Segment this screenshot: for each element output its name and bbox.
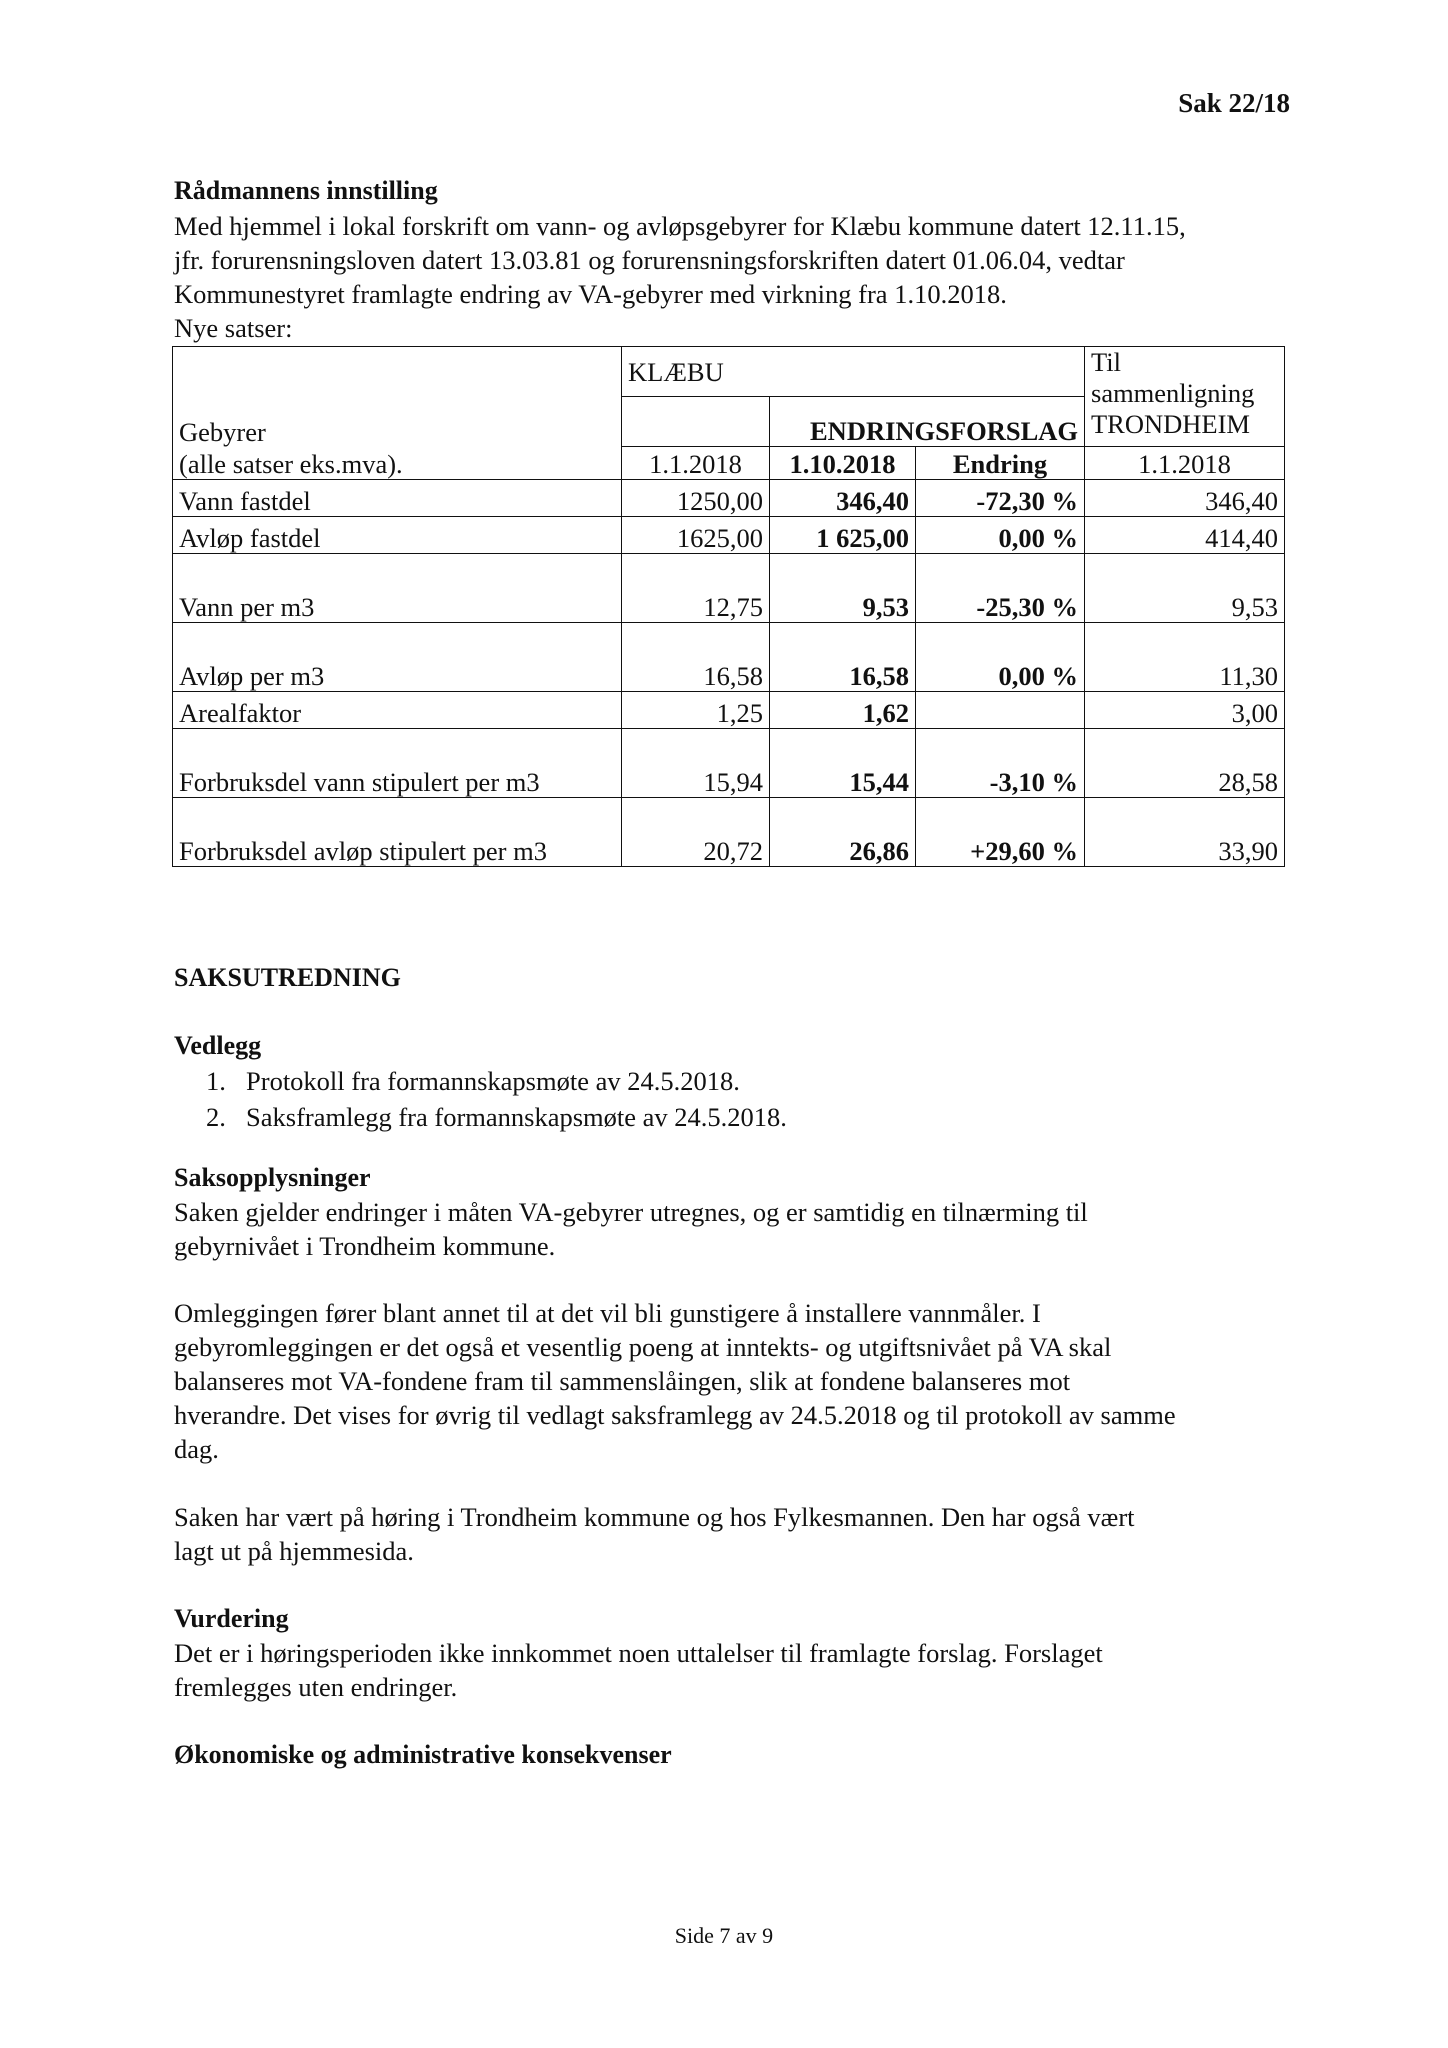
cell-change: -72,30 % [916, 480, 1085, 517]
cell-old: 20,72 [622, 798, 770, 867]
table-header-row [173, 347, 1285, 397]
page-footer: Side 7 av 9 [674, 1923, 774, 1948]
table-row [173, 517, 1285, 554]
text-line: gebyrnivået i Trondheim kommune. [174, 1231, 556, 1261]
table-row [173, 554, 1285, 623]
cell-change: -3,10 % [916, 729, 1085, 798]
row-label: Vann fastdel [173, 480, 622, 517]
trondheim-header [1085, 347, 1285, 447]
cell-old: 1,25 [622, 692, 770, 729]
cell-new: 16,58 [770, 623, 916, 692]
recommendation-text [174, 209, 1294, 345]
cell-trondheim: 28,58 [1085, 729, 1285, 798]
fee-table [172, 346, 1285, 867]
text-line: jfr. forurensningsloven datert 13.03.81 og forurensningsforskriften datert 01.06.04, vedtar [174, 245, 1125, 275]
col-header-endring: Endring [916, 447, 1085, 480]
cell-trondheim: 9,53 [1085, 554, 1285, 623]
col-header-trondheim: 1.1.2018 [1085, 447, 1285, 480]
table-header-row [173, 447, 1285, 480]
cell-change [916, 692, 1085, 729]
klaebu-header: KLÆBU [622, 347, 1085, 397]
saksopplysninger-para3 [174, 1500, 1294, 1568]
col-header-new: 1.10.2018 [770, 447, 916, 480]
vurdering-heading: Vurdering [174, 1604, 289, 1633]
text-line: Med hjemmel i lokal forskrift om vann- og avløpsgebyrer for Klæbu kommune datert 12.11.15, [174, 211, 1186, 241]
saksopplysninger-heading: Saksopplysninger [174, 1163, 371, 1192]
cell-trondheim: 33,90 [1085, 798, 1285, 867]
text-line: Kommunestyret framlagte endring av VA-gebyrer med virkning fra 1.10.2018. [174, 279, 1007, 309]
text-line: Omleggingen fører blant annet til at det vil bli gunstigere å installere vannmåler. I [174, 1298, 1041, 1328]
row-label: Avløp per m3 [173, 623, 622, 692]
cell-old: 1250,00 [622, 480, 770, 517]
cell-new: 1 625,00 [770, 517, 916, 554]
table-row [173, 623, 1285, 692]
vedlegg-heading: Vedlegg [174, 1031, 262, 1060]
table-row [173, 729, 1285, 798]
cell-change: 0,00 % [916, 517, 1085, 554]
alle-satser-label: (alle satser eks.mva). [173, 447, 622, 480]
cell-old: 1625,00 [622, 517, 770, 554]
text-line: Det er i høringsperioden ikke innkommet noen uttalelser til framlagte forslag. Forslaget [174, 1638, 1103, 1668]
vedlegg-list [206, 1063, 787, 1135]
row-label: Arealfaktor [173, 692, 622, 729]
cell-trondheim: 414,40 [1085, 517, 1285, 554]
cell-change: +29,60 % [916, 798, 1085, 867]
cell-old: 12,75 [622, 554, 770, 623]
cell-new: 26,86 [770, 798, 916, 867]
cell-trondheim: 346,40 [1085, 480, 1285, 517]
saksopplysninger-para1 [174, 1195, 1294, 1263]
sammenligning-label: sammenligning [1091, 378, 1255, 408]
row-label: Forbruksdel avløp stipulert per m3 [173, 798, 622, 867]
cell-change: 0,00 % [916, 623, 1085, 692]
text-line: lagt ut på hjemmesida. [174, 1536, 414, 1566]
vurdering-text [174, 1636, 1294, 1704]
cell-new: 9,53 [770, 554, 916, 623]
cell-trondheim: 3,00 [1085, 692, 1285, 729]
cell-old: 16,58 [622, 623, 770, 692]
text-line: gebyromleggingen er det også et vesentlig poeng at inntekts- og utgiftsnivået på VA skal [174, 1332, 1112, 1362]
cell-trondheim: 11,30 [1085, 623, 1285, 692]
text-line: hverandre. Det vises for øvrig til vedlagt saksframlegg av 24.5.2018 og til protokoll av samme [174, 1400, 1176, 1430]
text-line: Saken gjelder endringer i måten VA-gebyrer utregnes, og er samtidig en tilnærming til [174, 1197, 1088, 1227]
row-label: Forbruksdel vann stipulert per m3 [173, 729, 622, 798]
gebyrer-label: Gebyrer [173, 397, 622, 447]
table-row [173, 480, 1285, 517]
list-item: 2. Saksframlegg fra formannskapsmøte av 24.5.2018. [206, 1102, 787, 1132]
case-number: Sak 22/18 [1178, 88, 1290, 118]
cell-new: 15,44 [770, 729, 916, 798]
table-row [173, 692, 1285, 729]
cell-change: -25,30 % [916, 554, 1085, 623]
text-line: Nye satser: [174, 313, 293, 343]
fee-table-body [173, 480, 1285, 867]
text-line: fremlegges uten endringer. [174, 1672, 458, 1702]
cell-new: 1,62 [770, 692, 916, 729]
text-line: dag. [174, 1434, 219, 1464]
saksutredning-heading: SAKSUTREDNING [174, 963, 401, 992]
text-line: balanseres mot VA-fondene fram til sammenslåingen, slik at fondene balanseres mot [174, 1366, 1071, 1396]
row-label: Vann per m3 [173, 554, 622, 623]
cell-old: 15,94 [622, 729, 770, 798]
til-label: Til [1091, 347, 1121, 377]
row-label: Avløp fastdel [173, 517, 622, 554]
konsekvenser-heading: Økonomiske og administrative konsekvenser [174, 1740, 672, 1769]
col-header-old: 1.1.2018 [622, 447, 770, 480]
text-line: Saken har vært på høring i Trondheim kommune og hos Fylkesmannen. Den har også vært [174, 1502, 1135, 1532]
trondheim-label: TRONDHEIM [1091, 409, 1250, 439]
table-row [173, 798, 1285, 867]
saksopplysninger-para2 [174, 1296, 1294, 1466]
endringsforslag-label: ENDRINGSFORSLAG [770, 397, 1085, 447]
recommendation-heading: Rådmannens innstilling [174, 176, 438, 205]
list-item: 1. Protokoll fra formannskapsmøte av 24.5.2018. [206, 1066, 740, 1096]
cell-new: 346,40 [770, 480, 916, 517]
